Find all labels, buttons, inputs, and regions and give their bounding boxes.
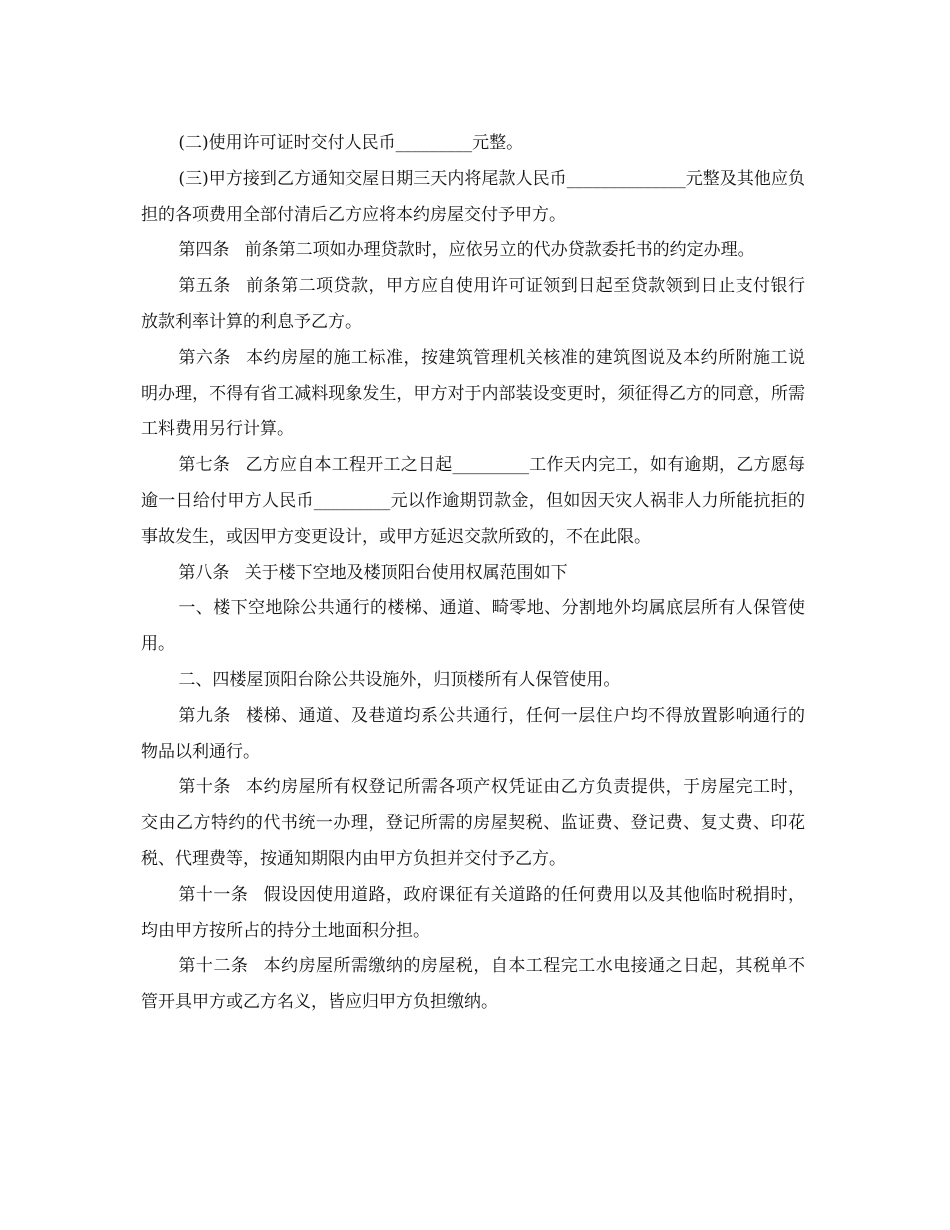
article-text: 假设因使用道路，政府课征有关道路的任何费用以及其他临时税捐时，均由甲方按所占的持分土地面积分担。 [141,884,806,941]
paragraph-text: 二、四楼屋顶阳台除公共设施外，归顶楼所有人保管使用。 [178,669,621,690]
article-9 [141,699,805,771]
article-heading: 第九条 [178,705,231,726]
article-text: 本约房屋所需缴纳的房屋税，自本工程完工水电接通之日起，其税单不管开具甲方或乙方名义，皆应归甲方负担缴纳。 [141,956,806,1013]
article-6 [141,341,805,448]
article-text: 前条第二项贷款，甲方应自使用许可证领到日起至贷款领到日止支付银行放款利率计算的利息予乙方。 [141,276,806,332]
paragraph-payment-2 [141,126,805,162]
article-12 [141,949,805,1021]
article-text: 乙方应自本工程开工之日起_________工作天内完工，如有逾期，乙方愿每逾一日给付甲方人民币_________元以作逾期罚款金，但如因天灾人祸非人力所能抗拒的事故发生，或因甲方变更设计，或甲方延迟交款所致的，不在此限。 [141,455,806,547]
article-8 [141,556,805,592]
article-heading: 第七条 [178,455,231,476]
article-heading: 第十条 [178,777,231,798]
article-4 [141,233,805,269]
document-body [141,126,805,1021]
article-7 [141,448,805,555]
article-heading: 第四条 [178,240,230,261]
article-10 [141,770,805,877]
article-8-item-2 [141,663,805,699]
article-text: 前条第二项如办理贷款时，应依另立的代办贷款委托书的约定办理。 [244,240,755,261]
article-heading: 第十二条 [178,956,249,977]
article-heading: 第六条 [178,347,231,368]
article-text: 楼梯、通道、及巷道均系公共通行，任何一层住户均不得放置影响通行的物品以利通行。 [141,705,806,762]
article-text: 本约房屋的施工标准，按建筑管理机关核准的建筑图说及本约所附施工说明办理，不得有省工减料现象发生，甲方对于内部装设变更时，须征得乙方的同意，所需工料费用另行计算。 [141,347,806,440]
article-heading: 第五条 [178,276,231,297]
paragraph-payment-3 [141,162,805,234]
article-heading: 第十一条 [178,884,249,905]
paragraph-text: 一、楼下空地除公共通行的楼梯、通道、畸零地、分割地外均属底层所有人保管使用。 [141,598,805,655]
article-heading: 第八条 [178,562,230,583]
article-5 [141,269,805,341]
article-text: 本约房屋所有权登记所需各项产权凭证由乙方负责提供，于房屋完工时，交由乙方特约的代书统一办理，登记所需的房屋契税、监证费、登记费、复丈费、印花税、代理费等，按通知期限内由甲方负担并交付予乙方。 [141,777,806,869]
article-8-item-1 [141,591,805,663]
article-11 [141,878,805,950]
paragraph-text: (三)甲方接到乙方通知交屋日期三天内将尾款人民币______________元整及其他应负担的各项费用全部付清后乙方应将本约房屋交付予甲方。 [141,168,805,225]
article-text: 关于楼下空地及楼顶阳台使用权属范围如下 [244,562,568,583]
paragraph-text: (二)使用许可证时交付人民币_________元整。 [178,133,524,153]
